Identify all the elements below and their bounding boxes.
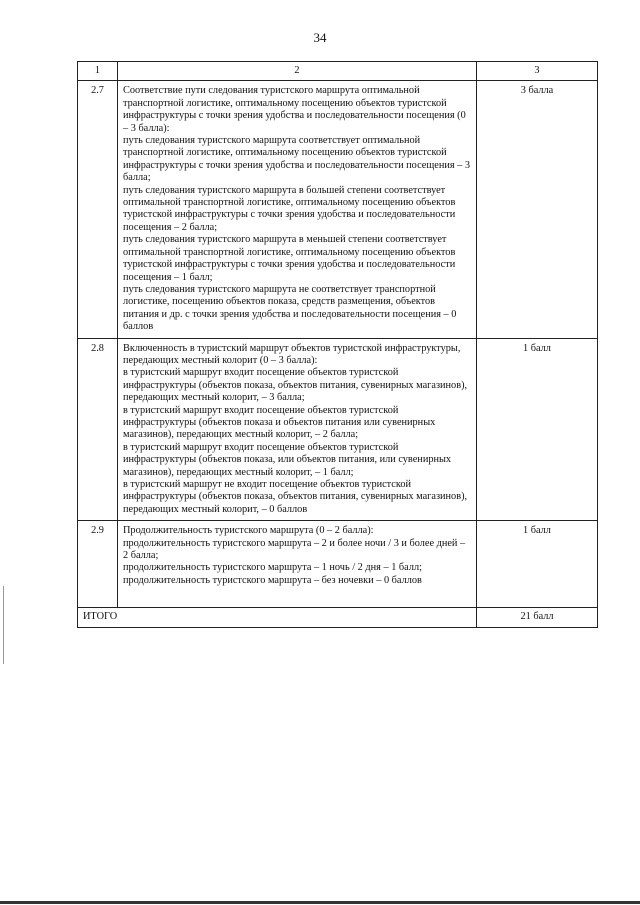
table-row — [78, 338, 598, 521]
criterion-option: путь следования туристского маршрута в меньшей степени соответствует оптимальной транспортной логистике, оптимальному посещению объектов туристской инфраструктуры с точки зрения удобства и последовательности посещения – 1 балл; — [123, 234, 456, 283]
criterion-option: путь следования туристского маршрута в большей степени соответствует оптимальной транспортной логистике, оптимальному посещению объектов туристской инфраструктуры с точки зрения удобства и последовательности посещения – 2 балла; — [123, 184, 456, 233]
criteria-table — [77, 61, 598, 628]
score-cell: 1 балл — [477, 521, 598, 608]
criterion-cell — [118, 338, 477, 521]
header-col-2: 2 — [118, 62, 477, 81]
header-col-3: 3 — [477, 62, 598, 81]
row-number: 2.8 — [78, 338, 118, 521]
page-number: 34 — [313, 30, 327, 45]
scan-bottom-edge — [0, 901, 640, 904]
criterion-option: путь следования туристского маршрута не соответствует транспортной логистике, посещению объектов показа, средств размещения, объектов питания и др. с точки зрения удобства и последовательности посещения – 0 баллов — [123, 283, 457, 333]
criterion-option: в туристский маршрут входит посещение объектов туристской инфраструктуры (объектов показа, объектов питания, сувенирных магазинов), передающих местный колорит, – 3 балла; — [123, 367, 468, 404]
score-cell: 1 балл — [477, 338, 598, 521]
criterion-option: путь следования туристского маршрута соответствует оптимальной транспортной логистике, оптимальному посещению объектов туристской инфраструктуры с точки зрения удобства и последовательности посещения – 3 балла; — [123, 135, 471, 184]
criterion-cell — [118, 521, 477, 608]
criterion-title: Включенность в туристский маршрут объектов туристской инфраструктуры, передающих местный колорит (0 – 3 балла): — [123, 342, 461, 366]
score-cell: 3 балла — [477, 81, 598, 338]
row-number: 2.9 — [78, 521, 118, 608]
criterion-option: в туристский маршрут входит посещение объектов туристской инфраструктуры (объектов показа и объектов питания или сувенирных магазинов), передающих местный колорит, – 2 балла; — [123, 404, 436, 441]
criterion-cell — [118, 81, 477, 338]
criterion-option: продолжительность туристского маршрута – 1 ночь / 2 дня – 1 балл; — [123, 562, 422, 574]
scan-edge-mark — [3, 586, 4, 664]
table-row — [78, 521, 598, 608]
row-number: 2.7 — [78, 81, 118, 338]
criterion-option: продолжительность туристского маршрута – 2 и более ночи / 3 и более дней – 2 балла; — [123, 537, 466, 562]
total-label: ИТОГО — [78, 608, 477, 627]
criterion-option: в туристский маршрут не входит посещение объектов туристской инфраструктуры (объектов показа, объектов питания, сувенирных магазинов), передающих местный колорит, – 0 баллов — [123, 479, 468, 515]
total-row — [78, 608, 598, 627]
header-col-1: 1 — [78, 62, 118, 81]
total-score: 21 балл — [477, 608, 598, 627]
criterion-title: Продолжительность туристского маршрута (0 – 2 балла): — [123, 525, 374, 537]
table-row — [78, 81, 598, 338]
criterion-option: в туристский маршрут входит посещение объектов туристской инфраструктуры (объектов показа, или объектов питания, или сувенирных магазинов), передающих местный колорит, – 1 балл; — [123, 441, 452, 478]
criterion-option: продолжительность туристского маршрута – без ночевки – 0 баллов — [123, 574, 422, 586]
criterion-title: Соответствие пути следования туристского маршрута оптимальной транспортной логистике, оптимальному посещению объектов туристской инфраструктуры с точки зрения удобства и последовательности посещения (0 – 3 балла): — [123, 85, 466, 134]
table-header-row — [78, 62, 598, 81]
